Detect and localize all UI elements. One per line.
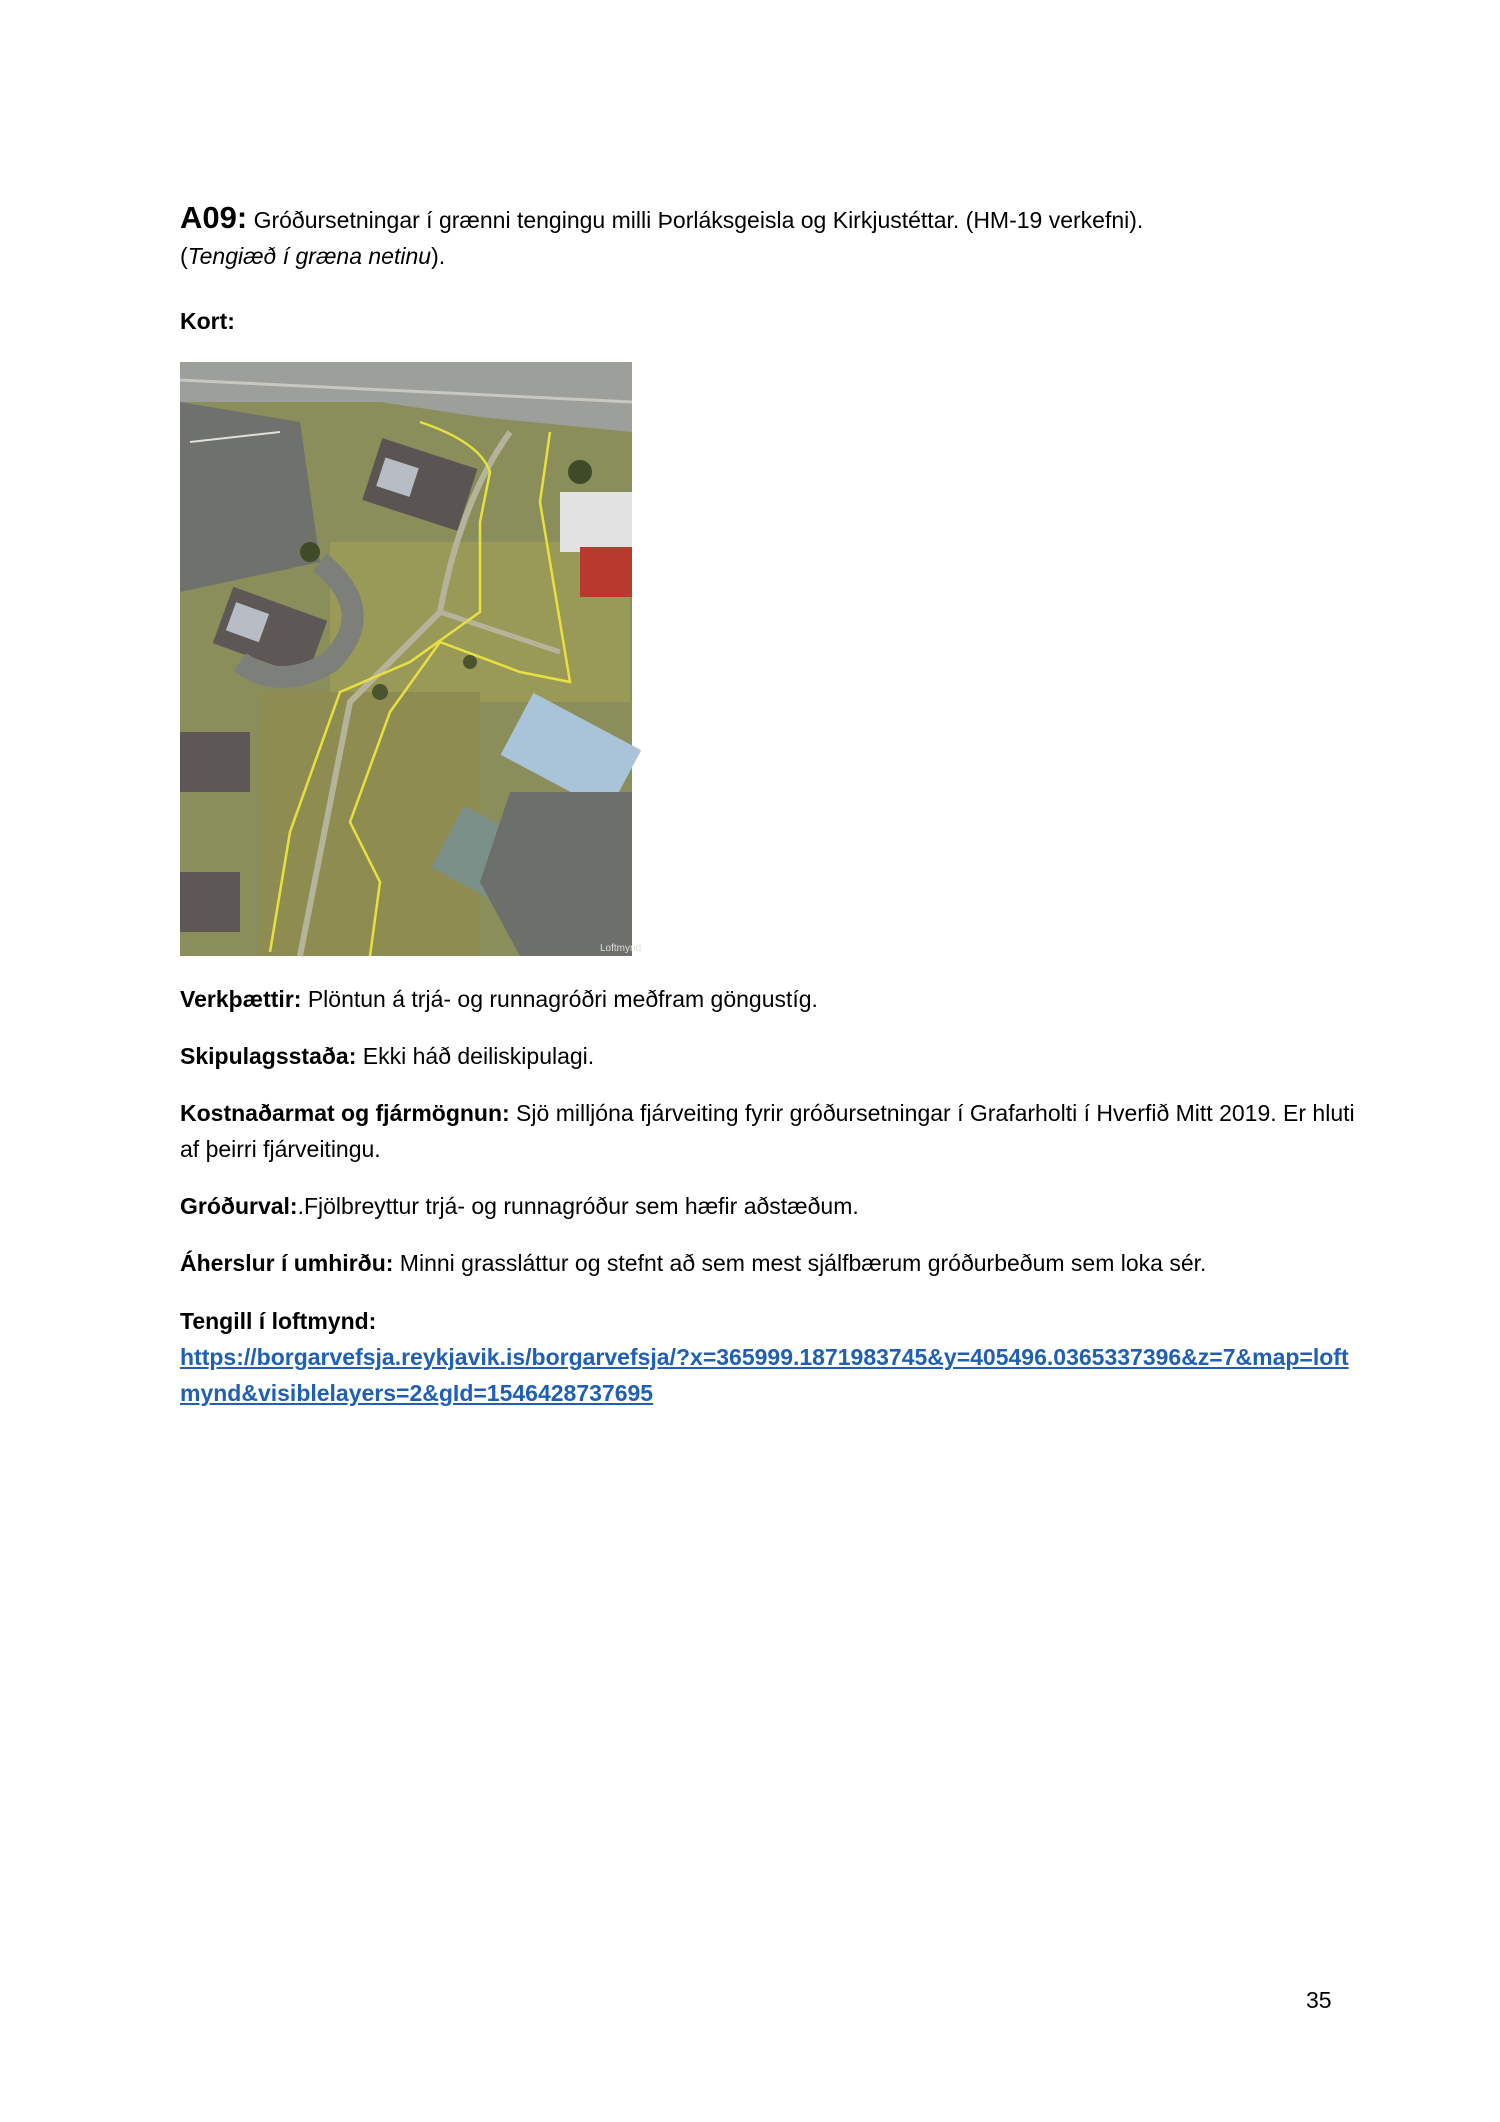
- grod-label: Gróðurval:: [180, 1193, 298, 1219]
- kost-text: Sjö milljóna fjárveiting fyrir gróðursetningar í Grafarholti í Hverfið Mitt 2019. Er hluti af þeirri fjárveitingu.: [180, 1100, 1355, 1162]
- grod-text: .Fjölbreyttur trjá- og runnagróður sem hæfir aðstæðum.: [297, 1193, 859, 1219]
- aerial-map-image: [180, 362, 642, 956]
- map-watermark: Loftmynd: [600, 943, 642, 954]
- skip-text: Ekki háð deiliskipulagi.: [356, 1043, 595, 1069]
- project-title: Gróðursetningar í grænni tengingu milli Þorláksgeisla og Kirkjustéttar. (HM-19 verkefni).: [247, 207, 1144, 233]
- verk-text: Plöntun á trjá- og runnagróðri meðfram göngustíg.: [301, 986, 818, 1012]
- skip-label: Skipulagsstaða:: [180, 1043, 357, 1069]
- page-number: 35: [1306, 1987, 1332, 2013]
- subtitle-open: (: [180, 243, 188, 269]
- section-aherslur: [180, 1245, 1360, 1281]
- tengill-label: Tengill í loftmynd:: [180, 1308, 377, 1334]
- section-tengill: [180, 1303, 1360, 1411]
- subtitle-close: ).: [431, 243, 446, 269]
- ahers-label: Áherslur í umhirðu:: [180, 1250, 394, 1276]
- subtitle-italic: Tengiæð í græna netinu: [187, 243, 432, 269]
- verk-label: Verkþættir:: [180, 986, 302, 1012]
- project-subtitle: [180, 238, 1360, 274]
- project-code: A09:: [180, 200, 248, 235]
- section-verkthaettir: [180, 981, 1360, 1017]
- project-heading: [180, 200, 1360, 274]
- ahers-text: Minni grassláttur og stefnt að sem mest sjálfbærum gróðurbeðum sem loka sér.: [393, 1250, 1207, 1276]
- map-link[interactable]: https://borgarvefsja.reykjavik.is/borgarvefsja/?x=365999.1871983745&y=405496.0365337396&z=7&map=loftmynd&visiblelayers=2&gId=1546428737695: [180, 1344, 1349, 1406]
- section-kostnadarmat: [180, 1095, 1360, 1167]
- kost-label: Kostnaðarmat og fjármögnun:: [180, 1100, 510, 1126]
- section-grodurval: [180, 1188, 1360, 1224]
- map-label: Kort:: [180, 308, 235, 334]
- section-skipulagsstada: [180, 1038, 1360, 1074]
